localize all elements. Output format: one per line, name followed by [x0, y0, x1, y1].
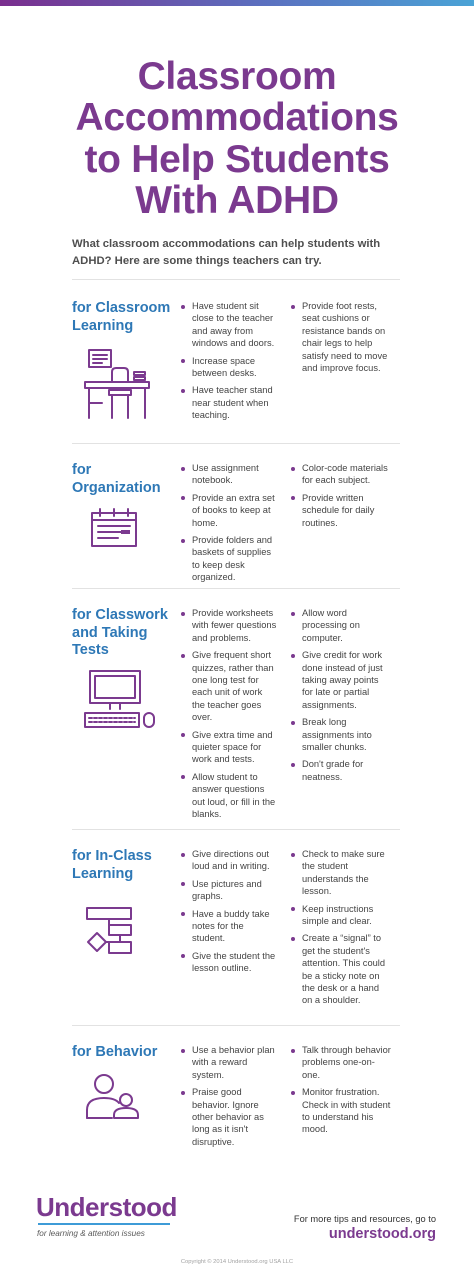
left-list — [181, 462, 277, 589]
left-list — [181, 607, 277, 826]
list-item: Increase space between desks. — [181, 355, 277, 380]
left-list — [181, 848, 277, 980]
list-item: Talk through behavior problems one-on-one. — [291, 1044, 391, 1081]
classroom-desk-icon — [82, 348, 152, 420]
top-gradient-bar — [0, 0, 474, 6]
right-list — [291, 607, 391, 788]
logo-underline — [38, 1223, 170, 1225]
title-line: With ADHD — [135, 178, 339, 222]
list-item: Use a behavior plan with a reward system. — [181, 1044, 277, 1081]
page-title — [20, 56, 454, 221]
list-item: Have student sit close to the teacher and away from windows and doors. — [181, 300, 277, 350]
list-item: Break long assignments into smaller chunks. — [291, 716, 391, 753]
list-item: Have a buddy take notes for the student. — [181, 908, 277, 945]
list-item: Use pictures and graphs. — [181, 878, 277, 903]
list-item: Give directions out loud and in writing. — [181, 848, 277, 873]
flowchart-icon — [84, 906, 136, 956]
list-item: Don't grade for neatness. — [291, 758, 391, 783]
computer-keyboard-icon — [83, 669, 157, 731]
divider — [72, 829, 400, 830]
list-item: Check to make sure the student understands the lesson. — [291, 848, 391, 898]
list-item: Provide worksheets with fewer questions and problems. — [181, 607, 277, 644]
section-title: for In-Class Learning — [72, 848, 152, 882]
list-item: Use assignment notebook. — [181, 462, 277, 487]
section-title: for Organization — [72, 462, 161, 496]
divider — [72, 588, 400, 589]
title-line: Classroom — [137, 55, 337, 98]
list-item: Provide folders and baskets of supplies to keep desk organized. — [181, 534, 277, 584]
right-list — [291, 300, 391, 379]
right-list — [291, 848, 391, 1012]
divider — [72, 1025, 400, 1026]
understood-logo: Understood — [36, 1192, 177, 1222]
list-item: Allow word processing on computer. — [291, 607, 391, 644]
intro-text: What classroom accommodations can help students with ADHD? Here are some things teachers can try. — [72, 238, 381, 267]
list-item: Monitor frustration. Check in with student to understand his mood. — [291, 1086, 391, 1136]
list-item: Keep instructions simple and clear. — [291, 903, 391, 928]
logo-tagline: for learning & attention issues — [37, 1229, 145, 1238]
left-list — [181, 1044, 277, 1153]
list-item: Provide written schedule for daily routines. — [291, 492, 391, 529]
list-item: Give credit for work done instead of just taking away points for late or partial assignments. — [291, 649, 391, 711]
list-item: Create a “signal” to get the student's attention. This could be a sticky note on the desk or a hand on a shoulder. — [291, 932, 391, 1006]
people-icon — [84, 1072, 140, 1122]
list-item: Allow student to answer questions out loud, or fill in the blanks. — [181, 771, 277, 821]
list-item: Provide an extra set of books to keep at home. — [181, 492, 277, 529]
divider — [72, 443, 400, 444]
title-line: to Help Students — [84, 137, 390, 181]
list-item: Have teacher stand near student when teaching. — [181, 384, 277, 421]
list-item: Give extra time and quieter space for work and tests. — [181, 729, 277, 766]
list-item: Praise good behavior. Ignore other behavior as long as it isn't disruptive. — [181, 1086, 277, 1148]
right-list — [291, 1044, 391, 1141]
list-item: Give frequent short quizzes, rather than one long test for each unit of work the teacher goes over. — [181, 649, 277, 723]
list-item: Color-code materials for each subject. — [291, 462, 391, 487]
divider — [72, 279, 400, 280]
section-title: for Behavior — [72, 1044, 158, 1060]
title-line: Accommodations — [75, 96, 399, 140]
copyright-text: Copyright © 2014 Understood.org USA LLC — [180, 1259, 294, 1265]
right-list — [291, 462, 391, 534]
section-title: for Classwork and Taking Tests — [72, 607, 168, 658]
section-title: for Classroom Learning — [72, 300, 171, 334]
list-item: Give the student the lesson outline. — [181, 950, 277, 975]
calendar-planner-icon — [90, 508, 138, 548]
website-link[interactable]: understood.org — [328, 1226, 436, 1242]
left-list — [181, 300, 277, 427]
more-resources-text: For more tips and resources, go to — [293, 1214, 436, 1224]
list-item: Provide foot rests, seat cushions or resistance bands on chair legs to help satisfy need to move and improve focus. — [291, 300, 391, 374]
